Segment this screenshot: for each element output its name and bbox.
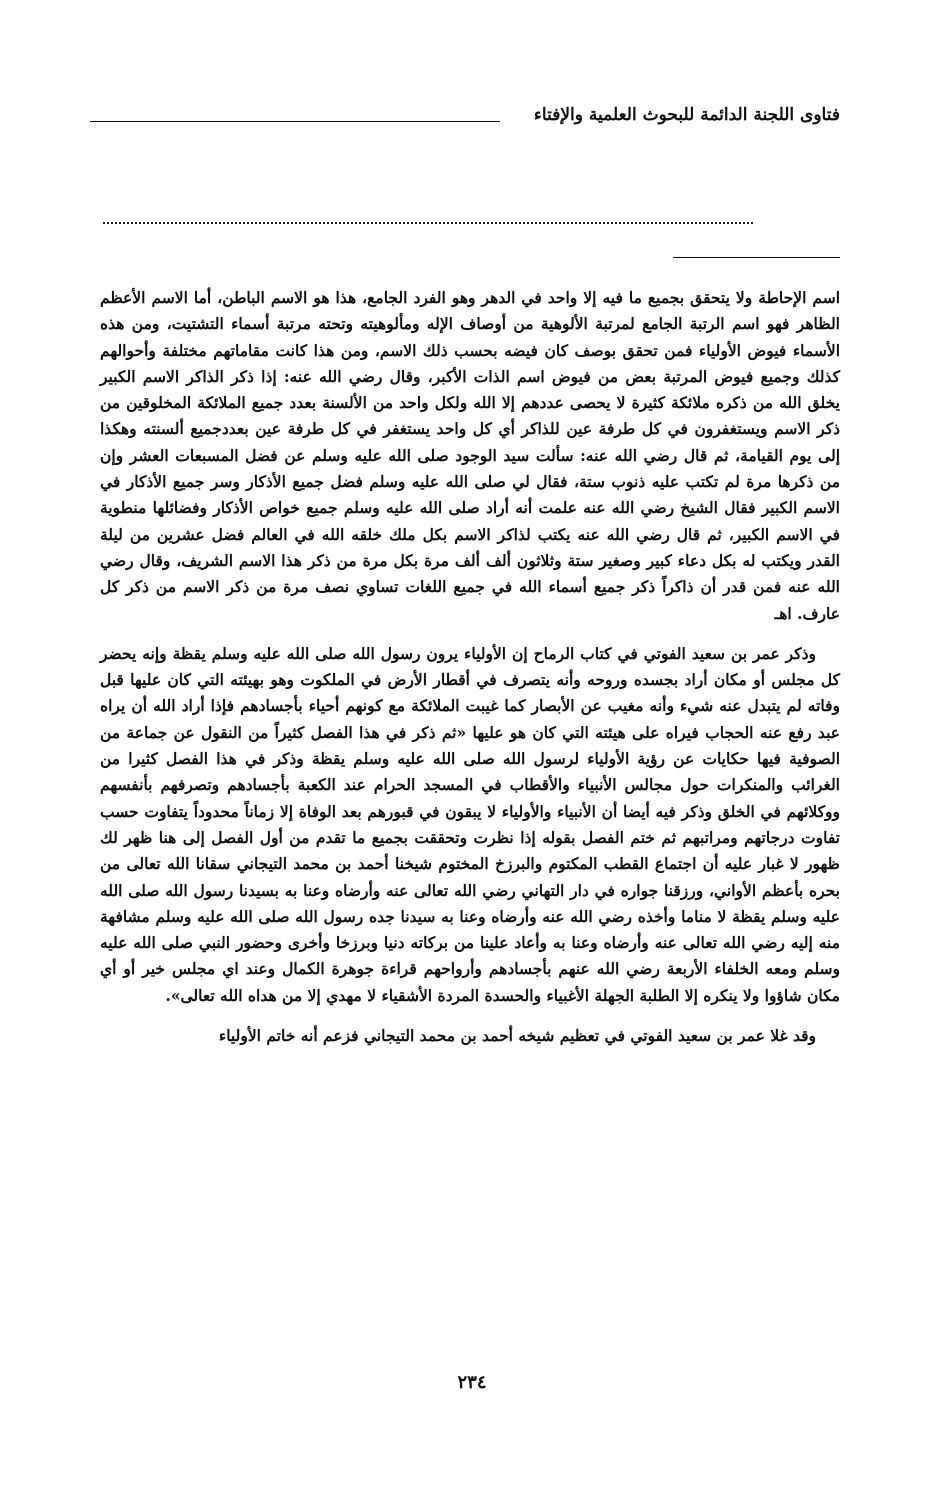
paragraph: وذكر عمر بن سعيد الفوتي في كتاب الرماح إن الأولياء يرون رسول الله صلى الله عليه وسلم يقظة وإنه يحضر كل مجلس أو مكان أراد بجسده وروحه وأنه يتصرف في أقطار الأرض في الملكوت وهو بهيئته التي كان عليها قبل وفاته لم يتبدل عنه شيء وأنه مغيب عن الأبصار كما غيبت الملائكة مع كونهم أحياء بأجسادهم فإذا أراد الله أن يراه عبد رفع عنه الحجاب فيراه على هيئته التي كان هو عليها «ثم ذكر في هذا الفصل كثيراً من النقول عن جماعة من الصوفية فيها حكايات عن رؤية الأولياء لرسول الله صلى الله عليه وسلم يقظة وذكر في هذا الفصل كثيرا من الغرائب والمنكرات حول مجالس الأنبياء والأقطاب في المسجد الحرام عند الكعبة بأجسادهم وتصرفهم بأنفسهم ووكلائهم في الخلق وذكر فيه أيضا أن الأنبياء والأولياء لا يبقون في قبورهم بعد الوفاة إلا زماناً محدوداً يتفاوت حسب تفاوت درجاتهم ومراتبهم ثم ختم الفصل بقوله إذا نظرت وتحققت بجميع ما تقدم من أول الفصل إلى هنا ظهر لك ظهور لا غبار عليه أن اجتماع القطب المكتوم والبرزخ المختوم شيخنا أحمد بن محمد التيجاني سقانا الله تعالى من بحره بأعظم الأواني، ورزقنا جواره في دار التهاني رضي الله تعالى عنه وأرضاه وعنا به بسيدنا رسول الله صلى الله عليه وسلم يقظة لا مناما وأخذه رضي الله عنه وأرضاه وعنا به سيدنا جده رسول الله صلى الله عليه وسلم مشافهة منه إليه رضي الله تعالى عنه وأرضاه وعنا به وأعاد علينا من بركاته دنيا وبرزخا وأخرى وحضور النبي صلى الله عليه وسلم ومعه الخلفاء الأربعة رضي الله عنهم بأجسادهم وأرواحهم قراءة جوهرة الكمال وعند اي مجلس خير أو أي مكان شاؤوا ولا ينكره إلا الطلبة الجهلة الأغبياء والحسدة المردة الأشقياء لا مهدي إلا من هداه الله تعالى». bbox=[100, 643, 840, 1005]
short-separator-rule bbox=[673, 257, 840, 258]
header-title: فتاوى اللجنة الدائمة للبحوث العلمية والإفتاء bbox=[533, 105, 840, 125]
main-text bbox=[100, 285, 840, 1063]
page-number: ٢٣٤ bbox=[457, 1372, 487, 1393]
paragraph: اسم الإحاطة ولا يتحقق بجميع ما فيه إلا واحد في الدهر وهو الفرد الجامع، هذا هو الاسم الباطن، أما الاسم الأعظم الظاهر فهو اسم الرتبة الجامع لمرتبة الألوهية من أوصاف الإله ومألوهيته وتحته مرتبة أسماء التشتيت، ومن هذه الأسماء فيوض الأولياء فمن تحقق بوصف كان فيضه بحسب ذلك الاسم، ومن هذا كانت مقاماتهم مختلفة وأحوالهم كذلك وجميع فيوض المرتبة بعض من فيوض اسم الذات الأكبر، وقال رضي الله عنه: إذا ذكر الذاكر الاسم الكبير يخلق الله من ذكره ملائكة كثيرة لا يحصى عددهم إلا الله ولكل واحد من الألسنة بعدد جميع الملائكة المخلوقين من ذكر الاسم ويستغفرون في كل طرفة عين للذاكر أي كل واحد يستغفر في كل طرفة عين بعددجميع ألسنته وهكذا إلى يوم القيامة، ثم قال رضي الله عنه: سألت سيد الوجود صلى الله عليه وسلم عن فضل المسبعات العشر وإن من ذكرها مرة لم تكتب عليه ذنوب ستة، فقال لي صلى الله عليه وسلم فضل جميع الأذكار وسر جميع الأذكار في الاسم الكبير فقال الشيخ رضي الله عنه علمت أنه أراد صلى الله عليه وسلم جميع خواص الأذكار وفضائلها منطوية في الاسم الكبير، ثم قال رضي الله عنه يكتب لذاكر الاسم بكل ملك خلقه الله في العالم فضل عشرين من ليلة القدر ويكتب له بكل دعاء كبير وصغير ستة وثلاثون ألف ألف مرة بكل مرة من ذكر هذا الاسم الشريف، وقال رضي الله عنه فمن قدر أن ذاكراً ذكر جميع أسماء الله في جميع اللغات تساوي نصف مرة من ذكر الاسم من ذكر كل عارف. اهـ bbox=[100, 288, 840, 623]
paragraph: وقد غلا عمر بن سعيد الفوتي في تعظيم شيخه أحمد بن محمد التيجاني فزعم أنه خاتم الأولياء bbox=[218, 1026, 816, 1046]
header-rule bbox=[90, 121, 500, 122]
dotted-separator bbox=[103, 222, 753, 224]
running-header bbox=[90, 100, 840, 130]
